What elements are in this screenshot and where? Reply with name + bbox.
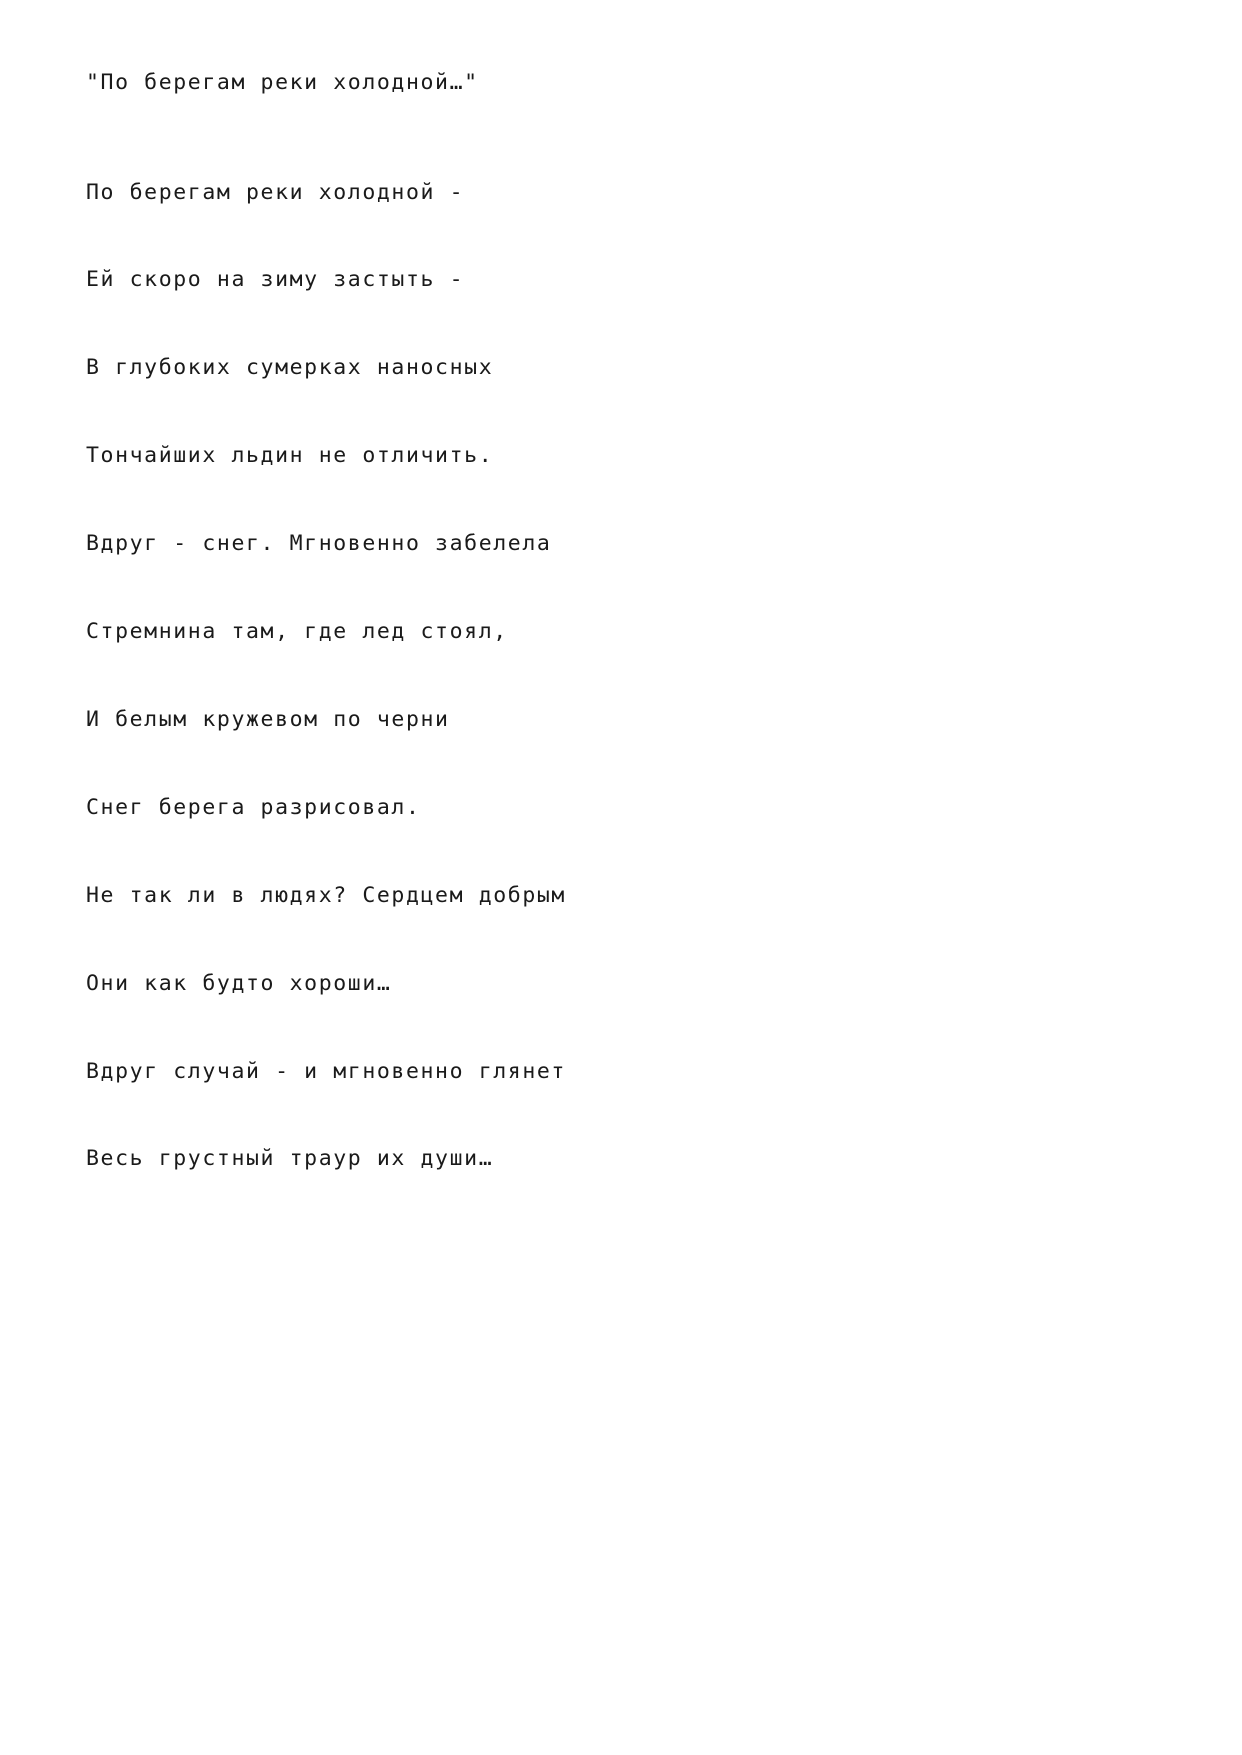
poem-text xyxy=(86,119,1086,1232)
poem-container xyxy=(86,68,1086,1232)
poem-line: В глубоких сумерках наносных xyxy=(86,355,494,381)
poem-line: Вдруг случай - и мгновенно глянет xyxy=(86,1058,566,1084)
poem-line: И белым кружевом по черни xyxy=(86,706,450,732)
poem-line: Ей скоро на зиму застыть - xyxy=(86,267,465,293)
poem-line: Весь грустный траур их души… xyxy=(86,1146,494,1172)
page-title: "По берегам реки холодной…" xyxy=(86,70,479,95)
poem-line: Они как будто хороши… xyxy=(86,970,392,996)
poem-line: Снег берега разрисовал. xyxy=(86,794,421,820)
poem-line: Не так ли в людях? Сердцем добрым xyxy=(86,882,566,908)
poem-line: По берегам реки холодной - xyxy=(86,179,465,205)
poem-line: Стремнина там, где лед стоял, xyxy=(86,619,508,645)
poem-line: Вдруг - снег. Мгновенно забелела xyxy=(86,531,552,557)
poem-line: Тончайших льдин не отличить. xyxy=(86,443,494,469)
